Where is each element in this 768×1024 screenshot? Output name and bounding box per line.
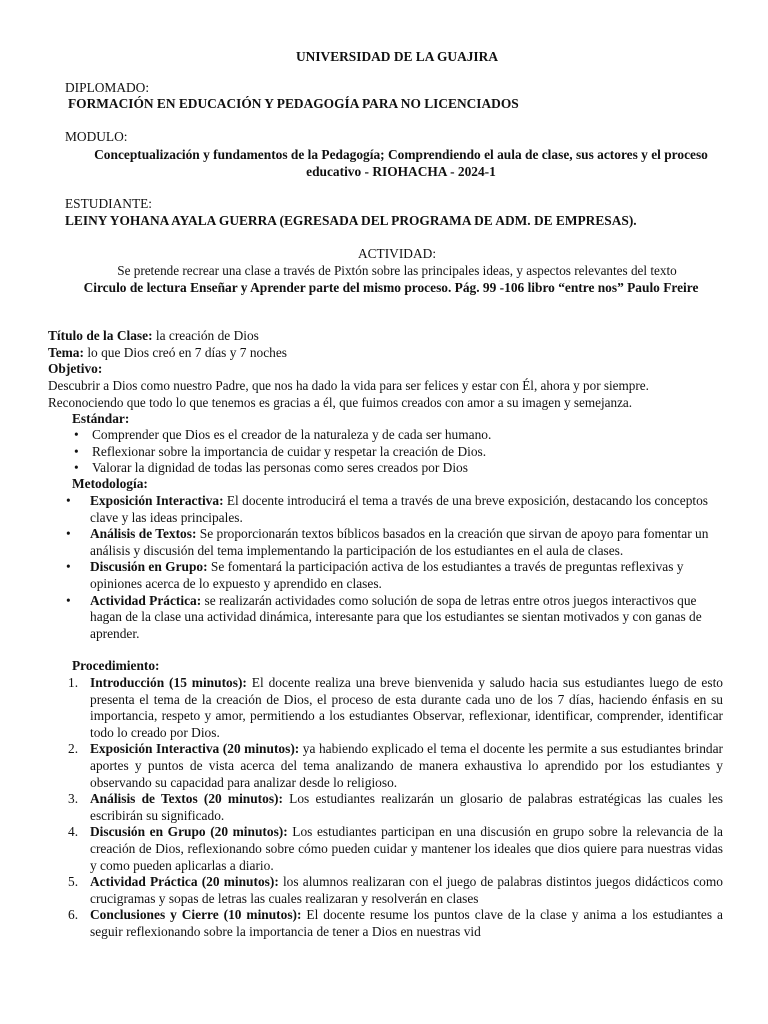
procedure-item-title: Exposición Interactiva (20 minutos): bbox=[90, 741, 300, 757]
procedure-item-title: Conclusiones y Cierre (10 minutos): bbox=[90, 907, 302, 923]
methodology-item-title: Discusión en Grupo: bbox=[90, 559, 208, 575]
class-theme-value: lo que Dios creó en 7 días y 7 noches bbox=[83, 345, 288, 360]
procedure-item-title: Análisis de Textos (20 minutos): bbox=[90, 791, 283, 807]
procedure-item-number: 4. bbox=[68, 824, 79, 840]
estudiante-name: LEINY YOHANA AYALA GUERRA (EGRESADA DEL PROGRAMA DE ADM. DE EMPRESAS). bbox=[65, 213, 637, 228]
methodology-item-text: se realizarán actividades como solución de sopa de letras entre otros juegos interactivos que hagan de la clase una actividad dinámica, interesante para que los estudiantes se sientan motivados y con ganas de aprender. bbox=[90, 592, 702, 641]
university-title: UNIVERSIDAD DE LA GUAJIRA bbox=[295, 49, 498, 64]
class-theme-line bbox=[48, 345, 287, 362]
diplomado-name: FORMACIÓN EN EDUCACIÓN Y PEDAGOGÍA PARA NO LICENCIADOS bbox=[68, 96, 519, 111]
methodology-item-text: El docente introducirá el tema a través de una breve exposición, destacando los conceptos clave y las ideas principales. bbox=[90, 493, 709, 525]
list-item bbox=[48, 675, 723, 741]
methodology-list bbox=[48, 493, 720, 642]
procedure-item-title: Discusión en Grupo (20 minutos): bbox=[90, 824, 288, 840]
methodology-label: Metodología: bbox=[72, 476, 148, 491]
list-item: • Comprender que Dios es el creador de la naturaleza y de cada ser humano. bbox=[72, 427, 672, 444]
list-item bbox=[48, 791, 723, 824]
procedure-item-text: El docente resume los puntos clave de la clase y anima a los estudiantes a seguir reflexionando sobre la importancia de tener a Dios en nuestras vid bbox=[90, 907, 723, 939]
procedure-item-number: 3. bbox=[68, 791, 79, 807]
methodology-item-text: Se proporcionarán textos bíblicos basados en la creación que sirvan de apoyo para fomentar un análisis y discusión del tema implementando la participación de los estudiantes en el aula de clases. bbox=[90, 526, 709, 558]
procedure-item-title: Introducción (15 minutos): bbox=[90, 675, 247, 690]
objective-text-2: Reconociendo que todo lo que tenemos es gracias a él, que fuimos creados con amor a su imagen y semejanza. bbox=[48, 395, 633, 410]
class-title-value: la creación de Dios bbox=[152, 328, 259, 343]
list-item bbox=[48, 874, 723, 907]
procedure-item-text: los alumnos realizaran con el juego de palabras distintos juegos didácticos como crucigramas y sopas de letras las cuales realizaran y resolverán en clases bbox=[90, 874, 723, 906]
actividad-text: Se pretende recrear una clase a través de Pixtón sobre las principales ideas, y aspectos relevantes del texto bbox=[117, 263, 677, 278]
procedure-item-text: Los estudiantes participan en una discusión en grupo sobre la relevancia de la creación de Dios, reflexionando sobre cómo pueden cuidar y mantener los ideales que dios quiere para nuestras vidas y como pueden aplicarlas a diario. bbox=[90, 824, 724, 873]
list-item: • Valorar la dignidad de todas las personas como seres creados por Dios bbox=[72, 460, 672, 477]
actividad-label: ACTIVIDAD: bbox=[357, 246, 437, 261]
procedure-item-text: ya habiendo explicado el tema el docente les permite a sus estudiantes brindar aportes y puntos de vista acerca del tema analizando de manera exhaustiva lo aprendido por los estudiantes y observando su capacidad para analizar desde lo religioso. bbox=[90, 741, 723, 790]
procedure-label: Procedimiento: bbox=[72, 658, 160, 673]
modulo-name: Conceptualización y fundamentos de la Pedagogía; Comprendiendo el aula de clase, sus actores y el proceso educativo - RIOHACHA - 2024-1 bbox=[94, 147, 708, 179]
procedure-item-number: 5. bbox=[68, 874, 79, 890]
list-item bbox=[48, 824, 723, 874]
procedure-item-text: Los estudiantes realizarán un glosario de palabras estratégicas las cuales les escribirán su significado. bbox=[90, 791, 723, 823]
list-item bbox=[48, 559, 720, 592]
list-item bbox=[48, 907, 723, 940]
procedure-item-number: 1. bbox=[68, 675, 79, 690]
procedure-item-number: 6. bbox=[68, 907, 79, 923]
methodology-item-title: Exposición Interactiva: bbox=[90, 493, 224, 508]
standard-label: Estándar: bbox=[72, 411, 130, 426]
list-item bbox=[48, 741, 723, 791]
objective-text-1: Descubrir a Dios como nuestro Padre, que nos ha dado la vida para ser felices y estar con Él, ahora y por siempre. bbox=[48, 378, 649, 393]
procedure-item-title: Actividad Práctica (20 minutos): bbox=[90, 874, 279, 890]
actividad-reference: Circulo de lectura Enseñar y Aprender parte del mismo proceso. Pág. 99 -106 libro “entre nos” Paulo Freire bbox=[83, 280, 699, 295]
procedure-item-number: 2. bbox=[68, 741, 79, 757]
list-item bbox=[48, 526, 720, 559]
procedure-item-text: El docente realiza una breve bienvenida y saludo hacia sus estudiantes luego de esto presenta el tema de la creación de Dios, el proceso de esta durante cada uno de los 7 días, haciendo énfasis en su importancia, respeto y amor, permitiendo a los estudiantes Observar, reflexionar, identificar, comprender, identificar todo lo creado por Dios. bbox=[90, 675, 723, 740]
modulo-label: MODULO: bbox=[65, 129, 128, 144]
list-item bbox=[48, 493, 720, 526]
estudiante-label: ESTUDIANTE: bbox=[65, 196, 153, 211]
methodology-item-title: Actividad Práctica: bbox=[90, 592, 202, 608]
methodology-item-title: Análisis de Textos: bbox=[90, 526, 197, 542]
list-item bbox=[48, 593, 720, 643]
class-title-line bbox=[48, 328, 259, 345]
list-item: • Reflexionar sobre la importancia de cuidar y respetar la creación de Dios. bbox=[72, 444, 672, 461]
diplomado-label: DIPLOMADO: bbox=[65, 80, 150, 95]
procedure-list bbox=[48, 675, 723, 941]
class-title-label: Título de la Clase: bbox=[48, 328, 153, 343]
objective-label: Objetivo: bbox=[48, 361, 103, 376]
methodology-item-text: Se fomentará la participación activa de los estudiantes a través de preguntas reflexivas y opiniones acerca de lo expuesto y aprendido en clases. bbox=[90, 559, 684, 591]
standard-list bbox=[72, 427, 672, 477]
class-theme-label: Tema: bbox=[48, 345, 84, 360]
